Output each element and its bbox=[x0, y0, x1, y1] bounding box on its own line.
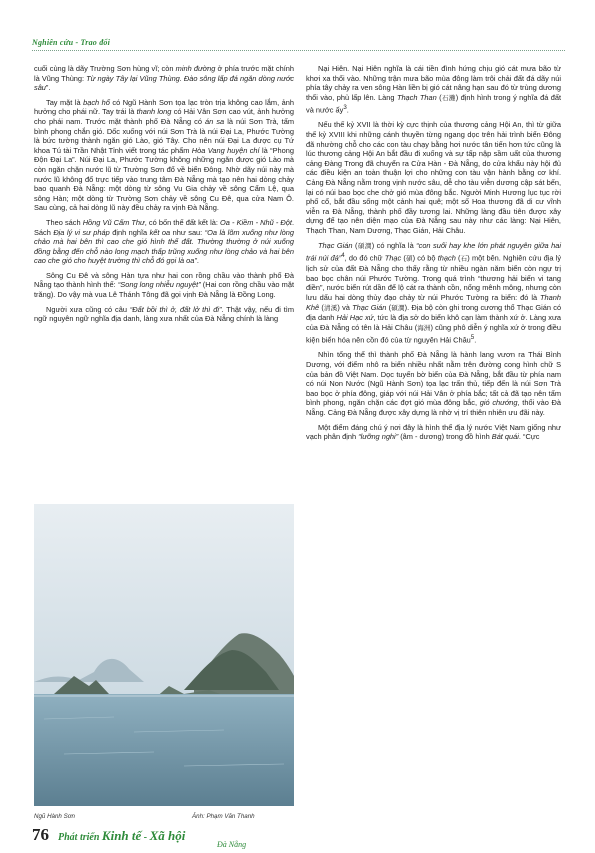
text-run: ( bbox=[352, 240, 358, 250]
text-run: Thạc Gián bbox=[318, 240, 353, 250]
right-text-column bbox=[306, 64, 561, 447]
text-run: Người xưa cũng có câu bbox=[46, 304, 130, 314]
text-run: Từ ngày Tây lại Vũng Thùng. Đào sông lấp đá ngăn dòng nước sâu bbox=[34, 73, 294, 93]
paragraph bbox=[34, 271, 294, 300]
text-run: 碩澗 bbox=[357, 242, 372, 250]
paragraph bbox=[34, 98, 294, 213]
text-run: . Thật vậy, nếu đi tìm ngữ nguyên ngữ nghĩa địa danh, làng xưa nhất của Đà Nẵng chính là làng bbox=[34, 304, 294, 324]
text-run: Địa lý vi sư pháp bbox=[53, 227, 110, 237]
text-run: ( bbox=[455, 253, 461, 263]
text-run: ) định hình trong ý nghĩa đá đất và nước ấy bbox=[306, 92, 561, 115]
text-run: 3 bbox=[343, 104, 347, 112]
magazine-brand bbox=[58, 828, 185, 844]
text-run: 碩 bbox=[405, 255, 413, 263]
text-run: bạch hổ bbox=[83, 97, 110, 107]
text-run: . bbox=[346, 105, 349, 115]
text-run: 清溪 bbox=[323, 304, 338, 312]
magazine-brand-sub: Đà Nẵng bbox=[217, 840, 247, 849]
left-text-column bbox=[34, 64, 294, 329]
text-run: Theo sách bbox=[46, 217, 83, 227]
text-run: “Đất bồi thì ở, đất lở thì đi” bbox=[129, 304, 222, 314]
text-run: là “Phong Độn Đại La”. Núi Đại La, Phước Tường không những ngăn được gió Lào mà còn ngăn chặn nước lũ từ Trường Sơn đổ về biển Đông. Nhờ dãy núi này mà nước lũ không đổ trực tiếp vào trung tâm Đà Nẵng mà tạo nên hai dòng chảy bao quanh Đà Nẵng: một dòng từ sông Vu Gia chảy về sông Cẩm Lệ, qua sông Hàn; một dòng từ Trường Sơn chảy về sông Cu Đê, qua cửa Nam Ô. Sau cùng, cả hai dòng lũ này đều chảy ra vịnh Đà Nẵng. bbox=[34, 145, 294, 213]
text-run: ở phía trước mặt chính là Vũng Thùng: bbox=[34, 64, 294, 83]
brand-part: - bbox=[141, 832, 150, 843]
paragraph bbox=[306, 423, 561, 442]
text-run: kết oa bbox=[149, 227, 171, 237]
text-run: Nhìn tổng thể thì thành phố Đà Nẵng là hành lang vươn ra Thái Bình Dương, với điểm nhô ra biển nhiều nhất nằm trên đường cong hình chữ S của bản đồ Việt Nam. Dọc tuyến bờ biển của Đà Nẵng, bắt đầu từ phía nam có núi Non Nước (Ngũ Hành Sơn) tọa lạc trấn thủ, tiếp đến là núi Sơn Trà bao bọc ở phía đông, giáp với núi Hải Vân ở phía bắc; tất cả đã tạo nên tấm bình phong, ngăn chặn các đợt gió mùa đông bắc, bbox=[306, 350, 561, 408]
text-run: thanh long bbox=[136, 107, 172, 117]
section-header: Nghiên cứu - Trao đổi bbox=[32, 38, 111, 47]
text-run: , tức là địa sở do biển khô cạn làm thành xứ ở. Làng xưa của Đà Nẵng có tên là Hải Châu ( bbox=[306, 313, 561, 332]
text-run: “Oa là lõm xuống như lòng chảo mà hai bên thì cao che gió hình thể đất. Thường thường ở núi xuống đồng bằng đến chỗ nào long mạch thấp trũng xuống như lòng chảo và hai bên cao che gió cho huyệt trường thì chỗ đó gọi là oa” bbox=[34, 227, 294, 266]
text-run: ). Địa bộ còn ghi trong cương thổ Thạc Gián có địa danh bbox=[306, 302, 562, 323]
text-run: ) và bbox=[337, 302, 353, 312]
paragraph bbox=[306, 350, 561, 417]
paragraph bbox=[306, 120, 561, 235]
text-run: “con suối hay khe lớn phát nguyên giữa hai trái núi đá” bbox=[306, 240, 561, 263]
text-run: 4 bbox=[341, 252, 345, 260]
text-run: có Ngũ Hành Sơn tọa lạc tròn trịa không cao lắm, ảnh hưởng cho phái nữ. Tay trái là bbox=[34, 97, 294, 117]
ngu-hanh-son-photo bbox=[34, 504, 294, 806]
text-run: Thạch Than bbox=[396, 92, 437, 102]
text-run: 海洲 bbox=[417, 324, 431, 332]
text-run: cuối cùng là dãy Trường Sơn hùng vĩ; còn bbox=[34, 64, 176, 73]
text-run: Thạc Gián bbox=[352, 302, 387, 312]
text-run: “lưỡng nghi” bbox=[358, 432, 399, 442]
text-run: gió chướng bbox=[479, 398, 518, 408]
text-run: Oa - Kiềm - Nhũ - Đột bbox=[220, 217, 292, 227]
paragraph bbox=[34, 64, 294, 93]
photo-credit: Ảnh: Phạm Văn Thanh bbox=[192, 813, 255, 820]
page-footer bbox=[32, 825, 292, 849]
paragraph bbox=[306, 241, 561, 346]
landscape-image bbox=[34, 504, 294, 806]
text-run: Bát quái bbox=[491, 432, 519, 442]
text-run: định nghĩa bbox=[109, 227, 150, 237]
text-run: Sông Cu Đê và sông Hàn tựa như hai con rồng chầu vào thành phố Đà Nẵng tạo thành hình thế: bbox=[34, 270, 294, 290]
text-run: Nại Hiên. Nại Hiên nghĩa là cái tiền đình hứng chịu gió cát mưa bão từ khơi xa thổi vào. Những trận mưa bão mùa đông làm trôi chải đất đá dãy núi phía tây chảy ra ven sông Hàn liền bị gió cát nâng hạn sau đó từ trùng dương thổi vào, phủ lấp lên. Làng bbox=[306, 64, 561, 102]
text-run: 5 bbox=[470, 334, 475, 342]
text-run: Hồng Vũ Cấm Thư bbox=[82, 217, 145, 227]
photo-caption: Ngũ Hành Sơn bbox=[34, 813, 75, 820]
text-run: Thạc bbox=[384, 253, 402, 263]
text-run: 石 bbox=[460, 255, 468, 263]
brand-part: Kinh tế bbox=[101, 828, 142, 843]
text-run: 石灘 bbox=[441, 94, 456, 102]
text-run: minh đường bbox=[175, 64, 216, 73]
text-run: Hòa Vang huyện chí bbox=[191, 145, 260, 155]
brand-part: Phát triển bbox=[58, 832, 102, 843]
text-run: Nếu thế kỷ XVII là thời kỳ cực thịnh của thương cảng Hội An, thì từ giữa thế kỷ XVIII khi những cánh thuyền từng ngang dọc trên hải trình biển Đông đã nhường chỗ cho các con tàu chạy bằng hơi nước tân tiến hơn tức cũng là lúc thương cảng Hội An bắt đầu đi xuống và sự tấp nập sầm uất của thương cảng Đàng Trong đã chuyển ra Cửa Hàn - Đà Nẵng, do cửa khẩu này hội đủ các điều kiện an toàn thuận lợi cho những con tàu vận hành bằng cơ khí. Cảng Đà Nẵng nằm trong vịnh nước sâu, dễ cho tàu viễn dương cập sát bến, lại có núi bao bọc che chở gió mùa đông bắc. Người Minh Hương lục tục rời phố cổ, bắt đầu sống một cảnh hai quê; một số Hoa thương đã di cư vĩnh viễn ra Đà Nẵng, thành phố đầy tương lai. Những làng đầu tiên được xây dựng để tạo nên diện mạo của Đà Nẵng sau này như các làng: Nại Hiên, Thạch Than, Nam Dương, Thạc Gián, Hải Châu. bbox=[306, 120, 561, 235]
header-divider bbox=[32, 50, 565, 51]
text-run: “Song long nhiễu nguyệt” bbox=[117, 280, 201, 290]
text-run: Thanh Khê bbox=[306, 293, 561, 312]
text-run: ) có nghĩa là bbox=[371, 240, 417, 250]
text-run: ( bbox=[386, 302, 392, 312]
text-run: ) cũng phô diễn ý nghĩa xứ ở trong điều kiện biển hóa nên cồn đó của từ nguyên Hải Châu bbox=[306, 322, 562, 345]
text-run: Một điểm đáng chú ý nơi đây là hình thể địa lý nước Việt Nam giống như vạch phân định bbox=[306, 422, 561, 442]
text-run: ”. bbox=[45, 83, 51, 93]
text-run: như sau: bbox=[170, 227, 205, 237]
text-run: . Sách bbox=[34, 217, 294, 237]
paragraph bbox=[34, 305, 294, 324]
text-run: thạch bbox=[437, 253, 456, 263]
text-run: , do đó chữ bbox=[344, 253, 385, 263]
text-run: ( bbox=[436, 92, 442, 102]
text-run: ) một bên. Nghiên cứu địa lý lịch sử của đất Đà Nẵng cho thấy rằng từ nhiều ngàn năm biển còn ngự trị bao bọc chân núi Phước Tường. Trong quá trình “thương hải biến vi tang điền”, nước biển rút dần để lộ cát ra thành cồn, nổng mênh mông, nhưng còn lưu dấu hai dòng thủy đạo chảy từ núi Phước Tường ra biển: đó là bbox=[306, 253, 562, 302]
text-run: ( bbox=[401, 253, 406, 263]
brand-part: Xã hội bbox=[149, 828, 186, 843]
text-run: . bbox=[196, 256, 199, 266]
paragraph bbox=[306, 64, 561, 115]
text-run: (âm - dương) trong đồ hình bbox=[398, 432, 492, 442]
page-number: 76 bbox=[32, 825, 49, 844]
text-run: ( bbox=[319, 302, 324, 312]
text-run: . bbox=[474, 335, 477, 345]
text-run: , thổi vào Đà Nẵng. Cảng Đà Nẵng được xây dựng là nhờ vị trí thiên nhiên ưu đãi này. bbox=[306, 398, 561, 417]
text-run: , có bốn thế đất kết là: bbox=[144, 217, 221, 227]
paragraph bbox=[34, 218, 294, 266]
text-run: Hải Hạc xứ bbox=[336, 313, 374, 323]
text-run: ) có bộ bbox=[412, 253, 438, 263]
text-run: (Hai con rồng chầu vào mặt trăng). Do vậy mà vua Lê Thánh Tông đã gọi vịnh Đà Nẵng là Đồng Long. bbox=[34, 280, 295, 300]
text-run: có Hải Vân Sơn cao vút, ảnh hưởng cho phái nam. Trước mặt thành phố Đà Nẵng có bbox=[34, 107, 294, 126]
text-run: là núi Sơn Trà, tấm bình phong chắn gió. Dốc xuống với núi Sơn Trà là núi Đại La, Phước Tường là bức tường thành ngăn gió Lào, gió Tây. Cho nên núi Đại La được cụ Tứ khoa Tú tài Trần Nhật Tỉnh viết trong tác phẩm bbox=[34, 116, 294, 155]
text-run: án sa bbox=[205, 116, 225, 126]
text-run: . “Cực bbox=[518, 432, 540, 442]
text-run: 碩澗 bbox=[391, 304, 405, 312]
text-run: Tay mặt là bbox=[46, 97, 84, 107]
